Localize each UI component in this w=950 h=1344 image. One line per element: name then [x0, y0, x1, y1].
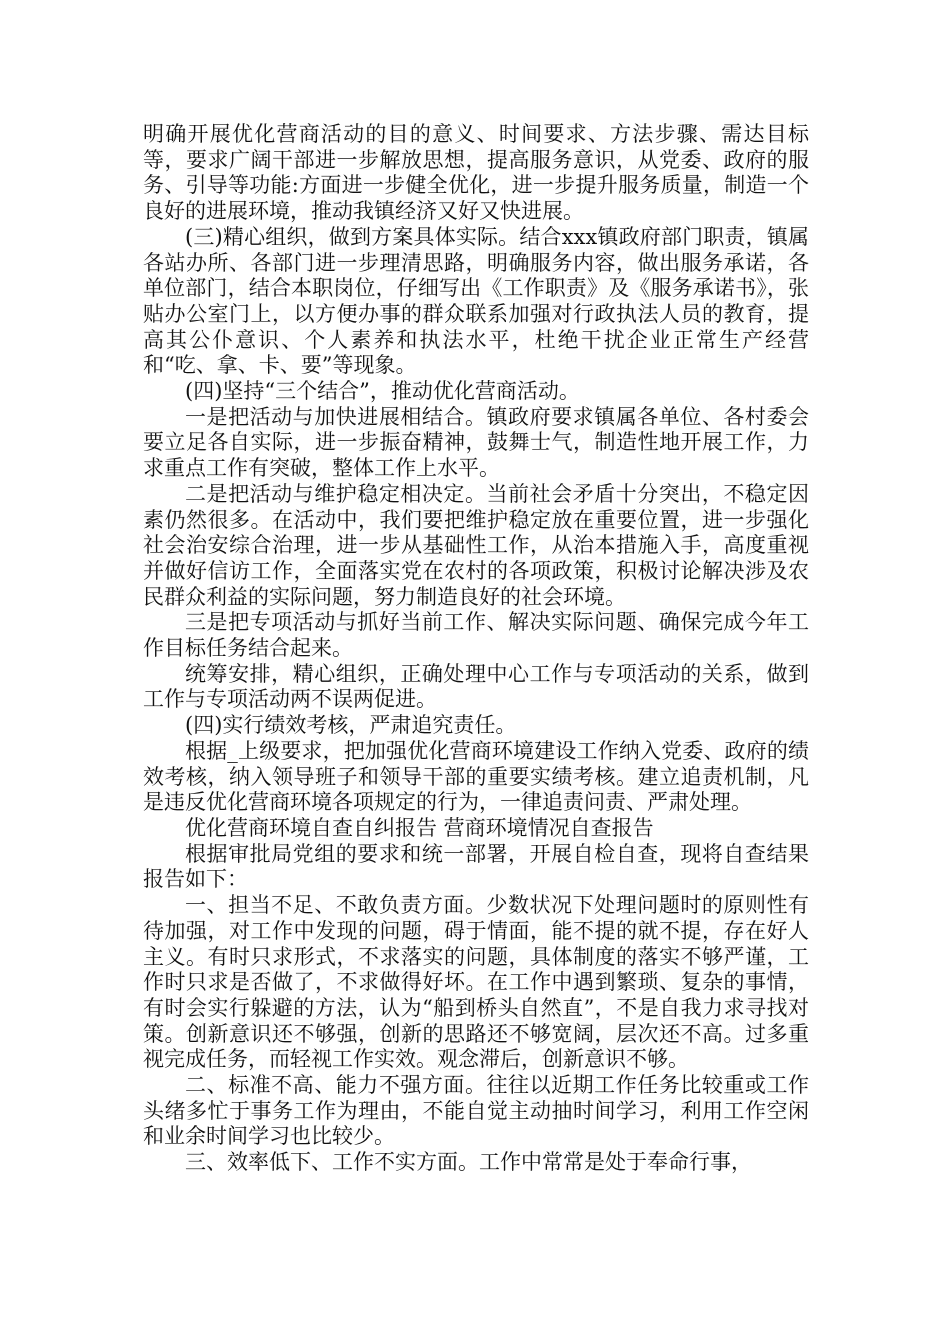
paragraph: 统筹安排，精心组织，正确处理中心工作与专项活动的关系，做到工作与专项活动两不误两促进。	[143, 661, 809, 712]
paragraph: 根据审批局党组的要求和统一部署，开展自检自查，现将自查结果报告如下：	[143, 841, 809, 892]
paragraph: (三)精心组织，做到方案具体实际。结合xxx镇政府部门职责，镇属各站办所、各部门进一步理清思路，明确服务内容，做出服务承诺，各单位部门，结合本职岗位，仔细写出《工作职责》及《服务承诺书》，张贴办公室门上，以方便办事的群众联系加强对行政执法人员的教育，提高其公仆意识、个人素养和执法水平，杜绝干扰企业正常生产经营和“吃、拿、卡、要”等现象。	[143, 224, 809, 378]
paragraph: 二、标准不高、能力不强方面。往往以近期工作任务比较重或工作头绪多忙于事务工作为理由，不能自觉主动抽时间学习，利用工作空闲和业余时间学习也比较少。	[143, 1073, 809, 1149]
paragraph: (四)实行绩效考核，严肃追究责任。	[185, 713, 517, 738]
paragraph: 根据_上级要求，把加强优化营商环境建设工作纳入党委、政府的绩效考核，纳入领导班子和领导干部的重要实绩考核。建立追责机制，凡是违反优化营商环境各项规定的行为，一律追责问责、严肃处理。	[143, 738, 809, 815]
paragraph: 二是把活动与维护稳定相决定。当前社会矛盾十分突出，不稳定因素仍然很多。在活动中，我们要把维护稳定放在重要位置，进一步强化社会治安综合治理，进一步从基础性工作，从治本措施入手，高度重视并做好信访工作，全面落实党在农村的各项政策，积极讨论解决涉及农民群众利益的实际问题，努力制造良好的社会环境。	[143, 481, 809, 609]
paragraph: 优化营商环境自查自纠报告 营商环境情况自查报告	[185, 815, 654, 840]
paragraph: 明确开展优化营商活动的目的意义、时间要求、方法步骤、需达目标等，要求广阔干部进一步解放思想，提高服务意识，从党委、政府的服务、引导等功能:方面进一步健全优化，进一步提升服务质量，制造一个良好的进展环境，推动我镇经济又好又快进展。	[143, 122, 809, 224]
paragraph: (四)坚持“三个结合”，推动优化营商活动。	[185, 379, 580, 404]
paragraph: 一是把活动与加快进展相结合。镇政府要求镇属各单位、各村委会要立足各自实际，进一步振奋精神，鼓舞士气，制造性地开展工作，力求重点工作有突破，整体工作上水平。	[143, 404, 809, 481]
document-body	[143, 122, 809, 1176]
paragraph: 一、担当不足、不敢负责方面。少数状况下处理问题时的原则性有待加强，对工作中发现的问题，碍于情面，能不提的就不提，存在好人主义。有时只求形式，不求落实的问题，具体制度的落实不够严谨，工作时只求是否做了，不求做得好坏。在工作中遇到繁琐、复杂的事情，有时会实行躲避的方法，认为“船到桥头自然直”，不是自我力求寻找对策。创新意识还不够强，创新的思路还不够宽阔，层次还不高。过多重视完成任务，而轻视工作实效。观念滞后，创新意识不够。	[143, 893, 809, 1072]
paragraph: 三、效率低下、工作不实方面。工作中常常是处于奉命行事，	[185, 1150, 752, 1175]
paragraph: 三是把专项活动与抓好当前工作、解决实际问题、确保完成今年工作目标任务结合起来。	[143, 610, 809, 661]
